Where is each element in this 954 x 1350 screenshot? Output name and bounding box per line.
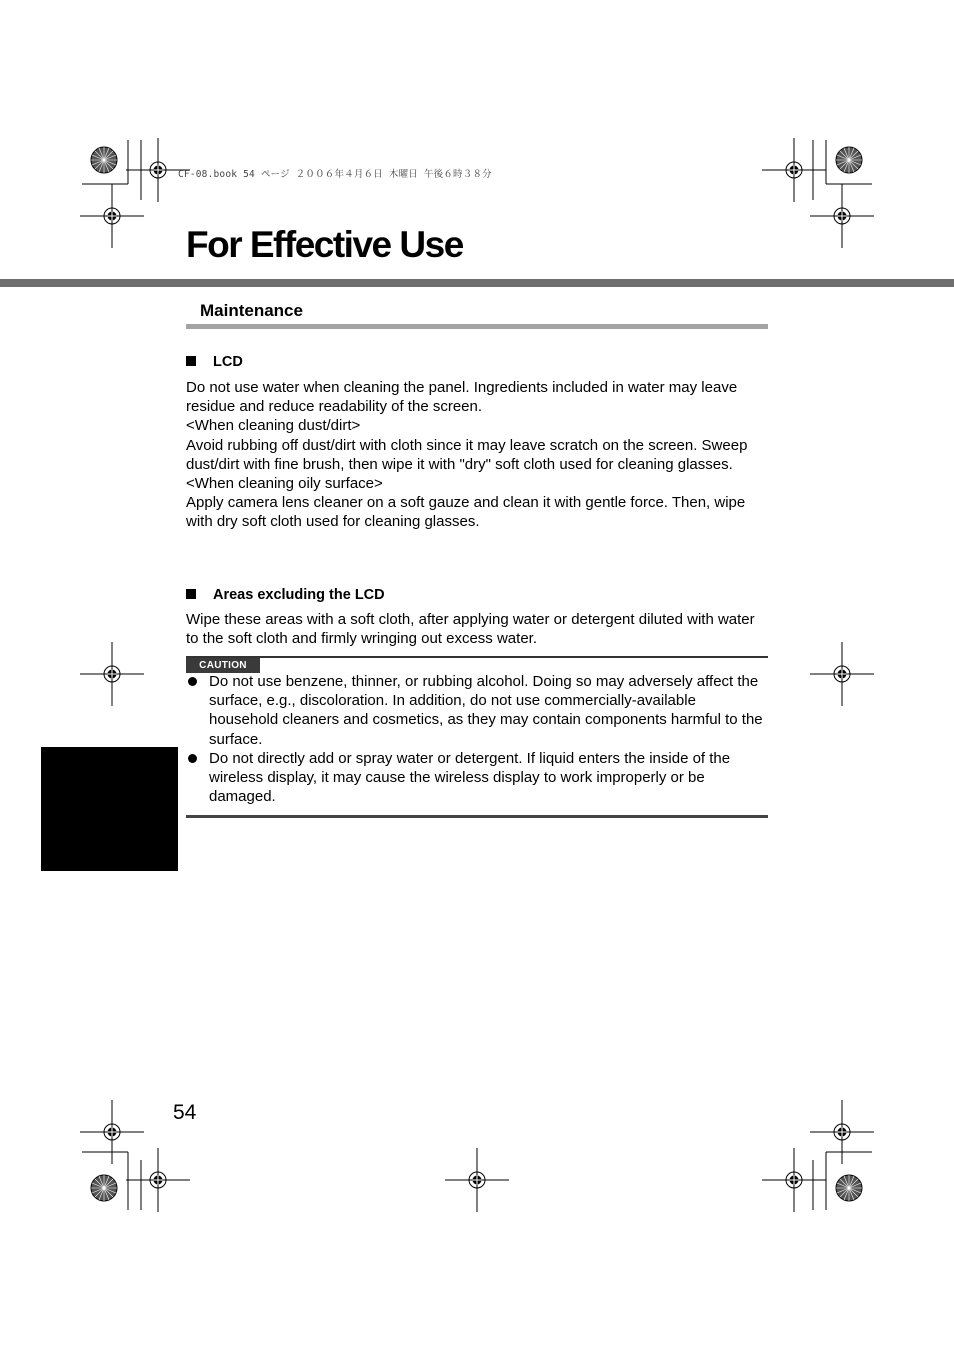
caution-top-rule xyxy=(186,656,768,658)
areas-body xyxy=(186,610,768,648)
registration-mark-top-left xyxy=(80,138,190,248)
chapter-side-tab xyxy=(41,747,178,871)
section-rule xyxy=(186,324,768,329)
caution-item-text: Do not use benzene, thinner, or rubbing alcohol. Doing so may adversely affect the surface, e.g., discoloration. In addition, do not use commercially-available household cleaners and cosmetics, as they may contain components harmful to the surface. xyxy=(209,673,763,748)
print-header: CF-08.book 54 ページ ２００６年４月６日 木曜日 午後６時３８分 xyxy=(178,169,492,180)
square-bullet-icon xyxy=(186,589,196,599)
lcd-heading-label: LCD xyxy=(213,354,243,370)
lcd-heading xyxy=(186,354,243,370)
areas-heading xyxy=(186,587,385,603)
bullet-dot-icon xyxy=(188,677,197,686)
page-number: 54 xyxy=(173,1101,197,1124)
registration-mark-bottom-right xyxy=(762,1100,874,1212)
caution-bottom-rule xyxy=(186,815,768,818)
caution-item xyxy=(186,672,768,749)
section-heading: Maintenance xyxy=(200,301,303,320)
bullet-dot-icon xyxy=(188,754,197,763)
areas-heading-label: Areas excluding the LCD xyxy=(213,587,385,603)
page-title: For Effective Use xyxy=(186,224,463,265)
registration-mark-mid-right xyxy=(810,642,874,706)
lcd-paragraph: Avoid rubbing off dust/dirt with cloth since it may leave scratch on the screen. Sweep dust/dirt with fine brush, then wipe it with "dry" soft cloth used for cleaning glasses. xyxy=(186,436,748,473)
caution-list xyxy=(186,672,768,806)
registration-mark-mid-left xyxy=(80,642,144,706)
lcd-paragraph: Do not use water when cleaning the panel. Ingredients included in water may leave residue and reduce readability of the screen. xyxy=(186,379,738,416)
square-bullet-icon xyxy=(186,356,196,366)
lcd-paragraph: Apply camera lens cleaner on a soft gauze and clean it with gentle force. Then, wipe with dry soft cloth used for cleaning glasses. xyxy=(186,494,746,531)
caution-item-text: Do not directly add or spray water or detergent. If liquid enters the inside of the wireless display, it may cause the wireless display to work improperly or be damaged. xyxy=(209,749,731,806)
areas-paragraph: Wipe these areas with a soft cloth, after applying water or detergent diluted with water to the soft cloth and firmly wringing out excess water. xyxy=(186,611,755,648)
caution-item xyxy=(186,749,768,807)
lcd-subheading-oily: <When cleaning oily surface> xyxy=(186,475,383,493)
title-bar xyxy=(0,279,954,287)
lcd-body xyxy=(186,378,768,532)
registration-mark-top-right xyxy=(762,138,874,248)
lcd-subheading-dust: <When cleaning dust/dirt> xyxy=(186,417,361,435)
registration-mark-bottom-center xyxy=(445,1148,509,1212)
caution-badge: CAUTION xyxy=(186,658,260,673)
